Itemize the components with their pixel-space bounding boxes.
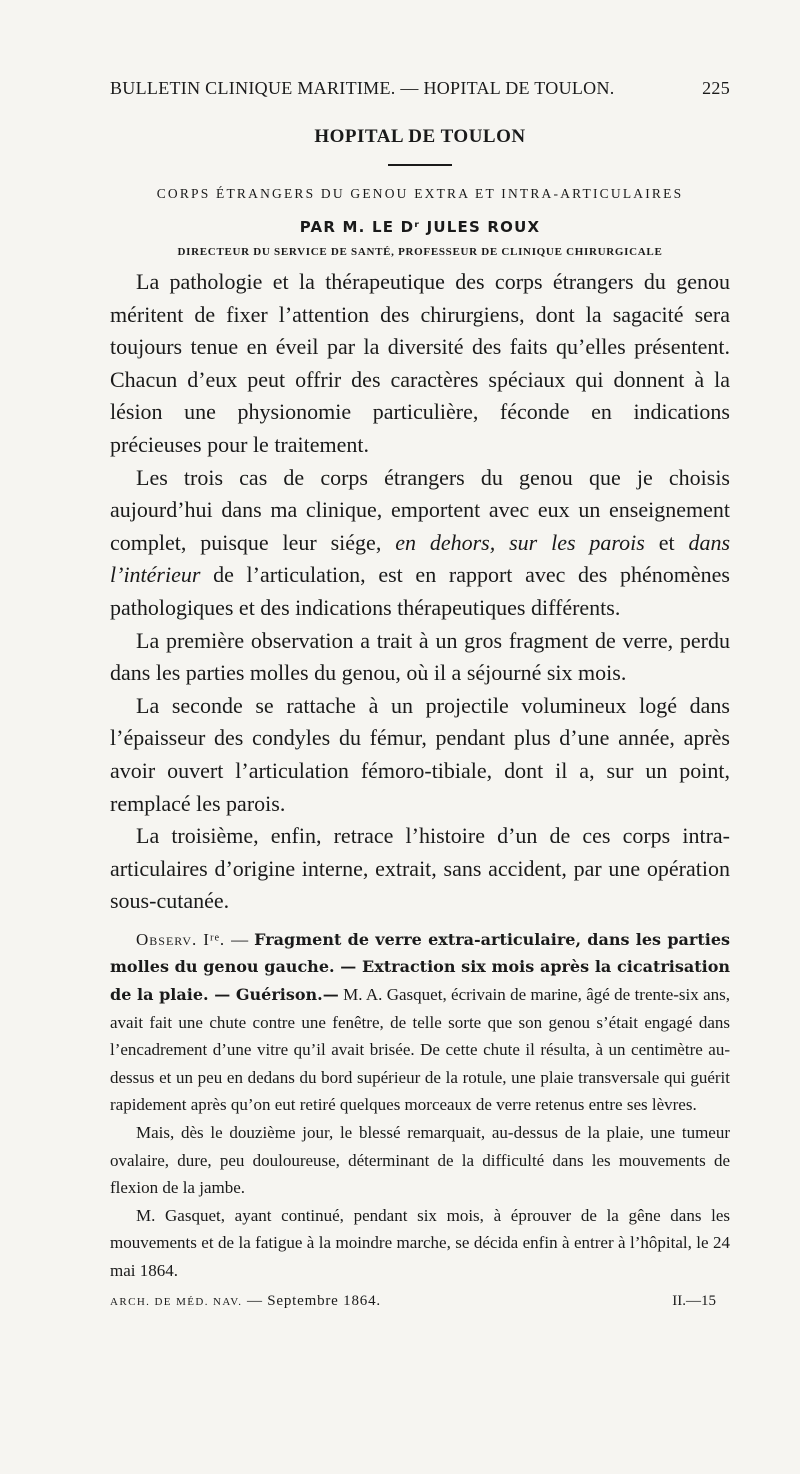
article-subtitle: CORPS ÉTRANGERS DU GENOU EXTRA ET INTRA-ARTICULAIRES: [156, 186, 684, 201]
observation-section: [110, 926, 730, 1285]
page-number: 225: [702, 78, 730, 98]
journal-name: ARCH. DE MÉD. NAV.: [110, 1295, 243, 1308]
article-body: [110, 266, 730, 918]
paragraph-1: La pathologie et la thérapeutique des corps étrangers du genou méritent de fixer l’attention des chirurgiens, dont la sagacité sera toujours tenue en éveil par la diversité des faits qu’elles présentent. Chacun d’eux peut offrir des caractères spéciaux qui donnent à la lésion une physionomie particulière, féconde en indications précieuses pour le traitement.: [110, 269, 730, 457]
running-title: BULLETIN CLINIQUE MARITIME. — HOPITAL DE TOULON.: [110, 78, 615, 98]
observation-paragraph-1: [110, 926, 730, 1119]
author-affiliation: DIRECTEUR DU SERVICE DE SANTÉ, PROFESSEUR DE CLINIQUE CHIRURGICALE: [177, 246, 663, 258]
observation-paragraph-3: M. Gasquet, ayant continué, pendant six mois, à éprouver de la gêne dans les mouvements et de la fatigue à la moindre marche, se décida enfin à entrer à l’hôpital, le 24 mai 1864.: [110, 1205, 730, 1280]
section-title: HOPITAL DE TOULON: [314, 126, 526, 147]
paragraph-3: La première observation a trait à un gros fragment de verre, perdu dans les parties molles du genou, où il a séjourné six mois.: [110, 627, 730, 686]
title-rule: [388, 164, 452, 166]
paragraph-5: La troisième, enfin, retrace l’histoire d’un de ces corps intra-articulaires d’origine interne, extrait, sans accident, par une opération sous-cutanée.: [110, 823, 730, 914]
paragraph-2: Les trois cas de corps étrangers du genou que je choisis aujourd’hui dans ma clinique, emportent avec eux un enseignement complet, puisque leur siége, en dehors, sur les parois et dans l’intérieur de l’articulation, est en rapport avec des phénomènes pathologiques et des indications thérapeutiques différents.: [110, 464, 731, 620]
observation-heading: Fragment de verre extra-articulaire, dans les parties molles du genou gauche. — Extraction six mois après la cicatrisation de la plaie. — Guérison.—: [110, 929, 731, 1005]
signature-mark: II.—15: [672, 1292, 716, 1309]
document-page: [110, 78, 730, 1310]
page-footer: [110, 1293, 730, 1310]
observation-paragraph-2: Mais, dès le douzième jour, le blessé remarquait, au-dessus de la plaie, une tumeur ovalaire, dure, peu douloureuse, déterminant de la difficulté dans les mouvements de flexion de la jambe.: [110, 1123, 730, 1198]
emphasis-2: dans l’intérieur: [110, 529, 731, 588]
paragraph-4: La seconde se rattache à un projectile volumineux logé dans l’épaisseur des condyles du fémur, pendant plus d’une année, après avoir ouvert l’articulation fémoro-tibiale, dont il a, sur un point, remplacé les parois.: [110, 692, 730, 816]
article-author: PAR M. LE Dʳ JULES ROUX: [299, 218, 541, 236]
running-header: [110, 78, 730, 108]
observation-text-1: M. A. Gasquet, écrivain de marine, âgé de trente-six ans, avait fait une chute contre une fenêtre, de telle sorte que son genou s’était engagé dans l’encadrement d’une vitre qu’il avait brisée. De cette chute il résulta, à un centimètre au-dessus et un peu en dedans du bord supérieur de la rotule, une plaie transversale qui guérit rapidement après qu’on eut retiré quelques morceaux de verre retenus entre ses lèvres.: [110, 985, 731, 1115]
emphasis-1: en dehors, sur les parois: [395, 529, 645, 555]
observation-label: Observ. Iʳᵉ. —: [136, 929, 250, 949]
issue-date: — Septembre 1864.: [246, 1292, 381, 1309]
